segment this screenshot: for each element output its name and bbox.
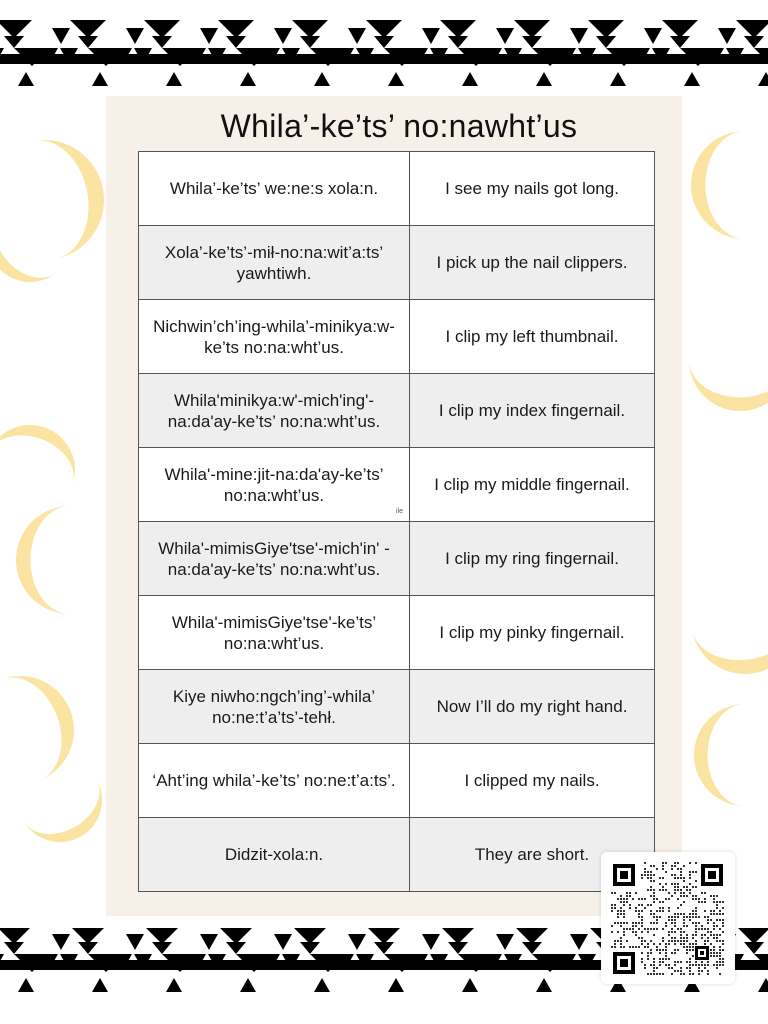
hupa-phrase-text: Whila'-mine:jit-na:da'ay-ke’ts’ no:na:wht’us. — [164, 464, 384, 505]
english-translation-text: I clip my left thumbnail. — [445, 327, 619, 346]
english-translation — [410, 152, 655, 226]
crescent-moon-icon — [0, 208, 57, 299]
hupa-phrase — [139, 300, 410, 374]
table-row — [139, 670, 655, 744]
qr-code-icon — [601, 852, 735, 984]
hupa-phrase-text: Xola’-ke’ts’-mił-no:na:wit’a:ts’ yawhtiwh. — [164, 242, 384, 283]
hupa-phrase-text: Didzit-xola:n. — [224, 845, 324, 864]
table-row — [139, 596, 655, 670]
hupa-phrase — [139, 522, 410, 596]
hupa-phrase — [139, 226, 410, 300]
english-translation — [410, 670, 655, 744]
small-mark: ile — [395, 508, 403, 515]
crescent-moon-icon — [689, 360, 768, 411]
english-translation-text: I clip my middle fingernail. — [434, 475, 630, 494]
page-title: Whila’-ke’ts’ no:nawht’us — [220, 108, 578, 144]
crescent-moon-icon — [2, 661, 90, 781]
english-translation — [410, 374, 655, 448]
top-pattern-border — [0, 18, 768, 88]
table-row — [139, 152, 655, 226]
table-row — [139, 374, 655, 448]
hupa-phrase-text: Kiye niwho:ngch’ing’-whila’ no:ne:t’a’ts’-tehł. — [172, 686, 376, 727]
table-row — [139, 300, 655, 374]
english-translation-text: I see my nails got long. — [445, 179, 619, 198]
english-translation — [410, 448, 655, 522]
english-translation-text: I clipped my nails. — [464, 771, 600, 790]
english-translation — [410, 300, 655, 374]
english-translation-text: I clip my pinky fingernail. — [439, 623, 625, 642]
table-row — [139, 818, 655, 892]
phrase-table — [138, 151, 655, 892]
crescent-moon-icon — [34, 130, 114, 259]
hupa-phrase-text: Whila'-mimisGiye'tse'-ke’ts’ no:na:wht’us. — [171, 612, 377, 653]
english-translation-text: Now I’ll do my right hand. — [436, 697, 628, 716]
crescent-moon-icon — [694, 704, 745, 806]
hupa-phrase-text: Nichwin’ch’ing-whila’-minikya:w-ke’ts no:na:wht’us. — [153, 316, 395, 357]
hupa-phrase-text: ‘Aht’ing whila’-ke’ts’ no:ne:t’a:ts’. — [152, 771, 396, 790]
crescent-moon-icon — [0, 412, 88, 485]
english-translation-text: I pick up the nail clippers. — [436, 253, 628, 272]
table-row — [139, 226, 655, 300]
table-row — [139, 744, 655, 818]
crescent-moon-icon — [691, 131, 745, 239]
crescent-moon-icon — [692, 611, 768, 683]
crescent-moon-icon — [24, 779, 118, 857]
hupa-phrase — [139, 152, 410, 226]
english-translation-text: I clip my ring fingernail. — [445, 549, 619, 568]
table-row — [139, 448, 655, 522]
english-translation — [410, 596, 655, 670]
hupa-phrase-text: Whila'-mimisGiye'tse'-mich'in' -na:da'ay-ke’ts’ no:na:wht’us. — [158, 538, 390, 579]
english-translation-text: They are short. — [474, 845, 590, 864]
hupa-phrase — [139, 596, 410, 670]
english-translation — [410, 522, 655, 596]
hupa-phrase — [139, 374, 410, 448]
hupa-phrase-text: Whila'minikya:w'-mich'ing'-na:da'ay-ke’ts’ no:na:wht’us. — [167, 390, 381, 431]
english-translation — [410, 744, 655, 818]
qr-code[interactable] — [601, 852, 735, 984]
hupa-phrase — [139, 744, 410, 818]
hupa-phrase — [139, 448, 410, 522]
hupa-phrase-text: Whila’-ke’ts’ we:ne:s xola:n. — [169, 179, 379, 198]
crescent-moon-icon — [16, 506, 70, 614]
table-row — [139, 522, 655, 596]
hupa-phrase — [139, 670, 410, 744]
english-translation — [410, 226, 655, 300]
english-translation-text: I clip my index fingernail. — [438, 401, 626, 420]
hupa-phrase — [139, 818, 410, 892]
